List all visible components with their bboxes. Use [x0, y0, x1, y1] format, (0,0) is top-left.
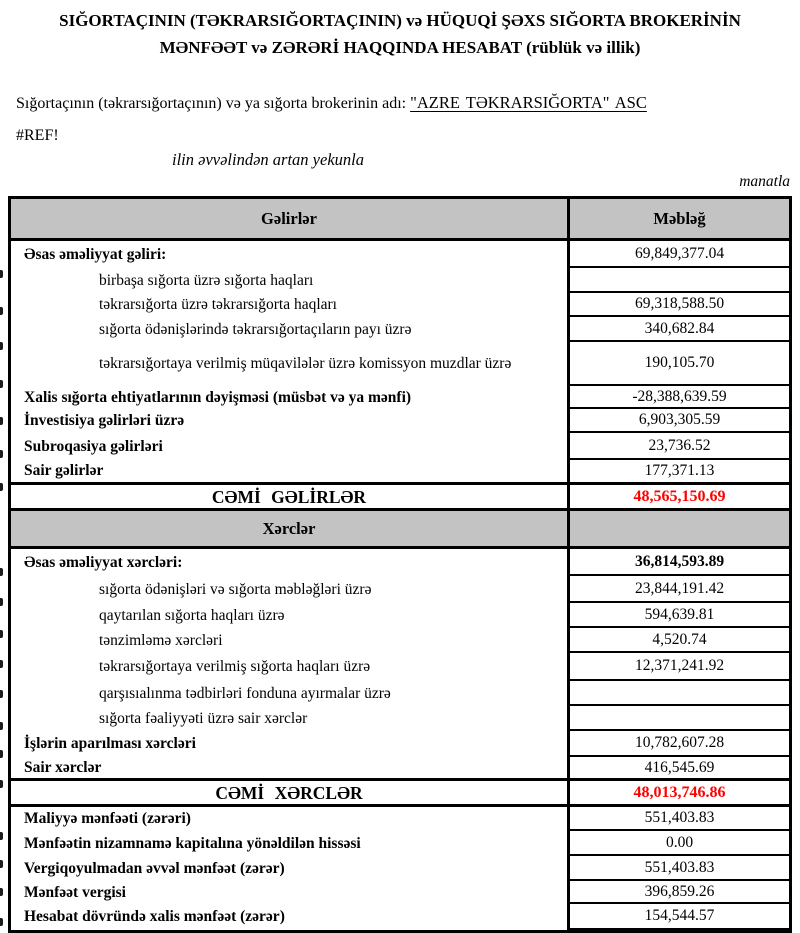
row-value: 396,859.26 [567, 881, 789, 904]
table-row [11, 460, 789, 485]
row-label: Mənfəət vergisi [24, 883, 126, 901]
edge-artifact-mark [0, 483, 3, 491]
row-value: -28,388,639.59 [567, 386, 789, 409]
row-label: təkrarsığorta üzrə təkrarsığorta haqları [99, 296, 337, 313]
row-label: Mənfəətin nizamnamə kapitalına yönəldilən hissəsi [24, 834, 361, 852]
edge-artifact-mark [0, 690, 3, 698]
row-label: Hesabat dövründə xalis mənfəət (zərər) [24, 908, 285, 925]
row-value: 10,782,607.28 [567, 731, 789, 757]
row-label: sığorta ödənişlərində təkrarsığortaçıların payı üzrə [99, 320, 412, 338]
row-value: Məbləğ [567, 199, 789, 238]
table-row [11, 881, 789, 904]
table-row [11, 831, 789, 856]
table-row [11, 628, 789, 653]
edge-artifact-mark [0, 832, 3, 840]
row-value: 551,403.83 [567, 807, 789, 831]
row-label: İşlərin aparılması xərcləri [24, 735, 196, 752]
edge-artifact-mark [0, 888, 3, 896]
row-value: 48,565,150.69 [567, 485, 789, 508]
ref-error-text: #REF! [16, 127, 59, 144]
row-label: Gəlirlər [261, 208, 317, 228]
row-value [567, 268, 789, 293]
edge-artifact-mark [0, 307, 3, 315]
company-name-line [16, 93, 647, 113]
table-row [11, 268, 789, 293]
row-value: 4,520.74 [567, 628, 789, 653]
row-label: CƏMİ GƏLİRLƏR [211, 486, 367, 507]
row-label: Xərclər [262, 518, 316, 538]
section-header-row [11, 511, 789, 549]
row-label: Sair xərclər [24, 758, 102, 776]
row-value: 551,403.83 [567, 856, 789, 881]
row-label: qarşısıalınma tədbirləri fonduna ayırmalar üzrə [99, 684, 391, 702]
edge-artifact-mark [0, 417, 3, 425]
company-name-value: "AZRE TƏKRARSIĞORTA" ASC [410, 93, 647, 112]
row-label: tənzimləmə xərcləri [99, 631, 223, 649]
table-row [11, 576, 789, 603]
row-value: 340,682.84 [567, 317, 789, 342]
row-label: Əsas əməliyyat gəliri: [24, 245, 167, 263]
edge-artifact-mark [0, 660, 3, 668]
edge-artifact-mark [0, 598, 3, 606]
row-label: İnvestisiya gəlirləri üzrə [24, 412, 185, 429]
row-value: 6,903,305.59 [567, 409, 789, 433]
period-note: ilin əvvəlindən artan yekunla [172, 150, 364, 169]
row-value: 0.00 [567, 831, 789, 856]
row-label: qaytarılan sığorta haqları üzrə [99, 606, 285, 624]
table-row [11, 904, 789, 930]
total-row [11, 781, 789, 807]
edge-artifact-mark [0, 630, 3, 638]
row-value: 190,105.70 [567, 342, 789, 386]
report-table [8, 196, 792, 933]
row-label: sığorta ödənişləri və sığorta məbləğləri üzrə [99, 580, 372, 598]
row-value: 69,849,377.04 [567, 241, 789, 268]
table-row [11, 706, 789, 731]
table-row [11, 731, 789, 757]
row-value [567, 706, 789, 731]
table-row [11, 433, 789, 460]
edge-artifact-mark [0, 860, 3, 868]
table-row [11, 549, 789, 576]
row-value: 177,371.13 [567, 460, 789, 482]
row-value: 36,814,593.89 [567, 549, 789, 576]
table-row [11, 653, 789, 681]
row-value [567, 511, 789, 546]
table-row [11, 241, 789, 268]
edge-artifact-mark [0, 380, 3, 388]
row-value: 69,318,588.50 [567, 293, 789, 317]
company-name-label: Sığortaçının (təkrarsığortaçının) və ya sığorta brokerinin adı: [16, 95, 411, 112]
edge-artifact-mark [0, 722, 3, 730]
edge-artifact-mark [0, 918, 3, 926]
section-header-row [11, 199, 789, 241]
row-label: Sair gəlirlər [24, 462, 104, 479]
edge-artifact-mark [0, 750, 3, 758]
row-value [567, 681, 789, 706]
row-label: Maliyyə mənfəəti (zərəri) [24, 810, 191, 827]
row-label: sığorta fəaliyyəti üzrə sair xərclər [99, 709, 308, 727]
row-label: Əsas əməliyyat xərcləri: [24, 553, 183, 571]
row-label: CƏMİ XƏRCLƏR [215, 782, 363, 803]
table-row [11, 317, 789, 342]
table-row [11, 681, 789, 706]
table-row [11, 807, 789, 831]
table-row [11, 856, 789, 881]
row-label: təkrarsığortaya verilmiş sığorta haqları üzrə [99, 658, 371, 675]
table-row [11, 603, 789, 628]
row-value: 23,844,191.42 [567, 576, 789, 603]
report-title-line1: SIĞORTAÇININ (TƏKRARSIĞORTAÇININ) və HÜQUQİ ŞƏXS SIĞORTA BROKERİNİN [59, 11, 741, 30]
row-label: Xalis sığorta ehtiyatlarının dəyişməsi (müsbət və ya mənfi) [24, 388, 412, 406]
edge-artifact-mark [0, 342, 3, 350]
row-label: Vergiqoyulmadan əvvəl mənfəət (zərər) [24, 859, 285, 877]
row-value: 48,013,746.86 [567, 781, 789, 804]
edge-artifact-mark [0, 568, 3, 576]
report-title [0, 7, 800, 61]
row-value: 416,545.69 [567, 757, 789, 778]
row-label: birbaşa sığorta üzrə sığorta haqları [99, 271, 314, 289]
edge-artifact-mark [0, 780, 3, 788]
row-value: 12,371,241.92 [567, 653, 789, 681]
row-value: 154,544.57 [567, 904, 789, 930]
currency-note: manatla [739, 173, 790, 190]
table-row [11, 386, 789, 409]
report-title-line2: MƏNFƏƏT və ZƏRƏRİ HAQQINDA HESABAT (rüblük və illik) [159, 38, 641, 57]
total-row [11, 485, 789, 511]
edge-artifact-mark [0, 270, 3, 278]
table-row [11, 293, 789, 317]
row-label: təkrarsığortaya verilmiş müqavilələr üzrə komissyon muzdlar üzrə [99, 355, 512, 372]
table-row [11, 757, 789, 781]
row-value: 23,736.52 [567, 433, 789, 460]
row-value: 594,639.81 [567, 603, 789, 628]
edge-artifact-mark [0, 450, 3, 458]
row-label: Subroqasiya gəlirləri [24, 437, 163, 455]
table-row [11, 342, 789, 386]
table-row [11, 409, 789, 433]
